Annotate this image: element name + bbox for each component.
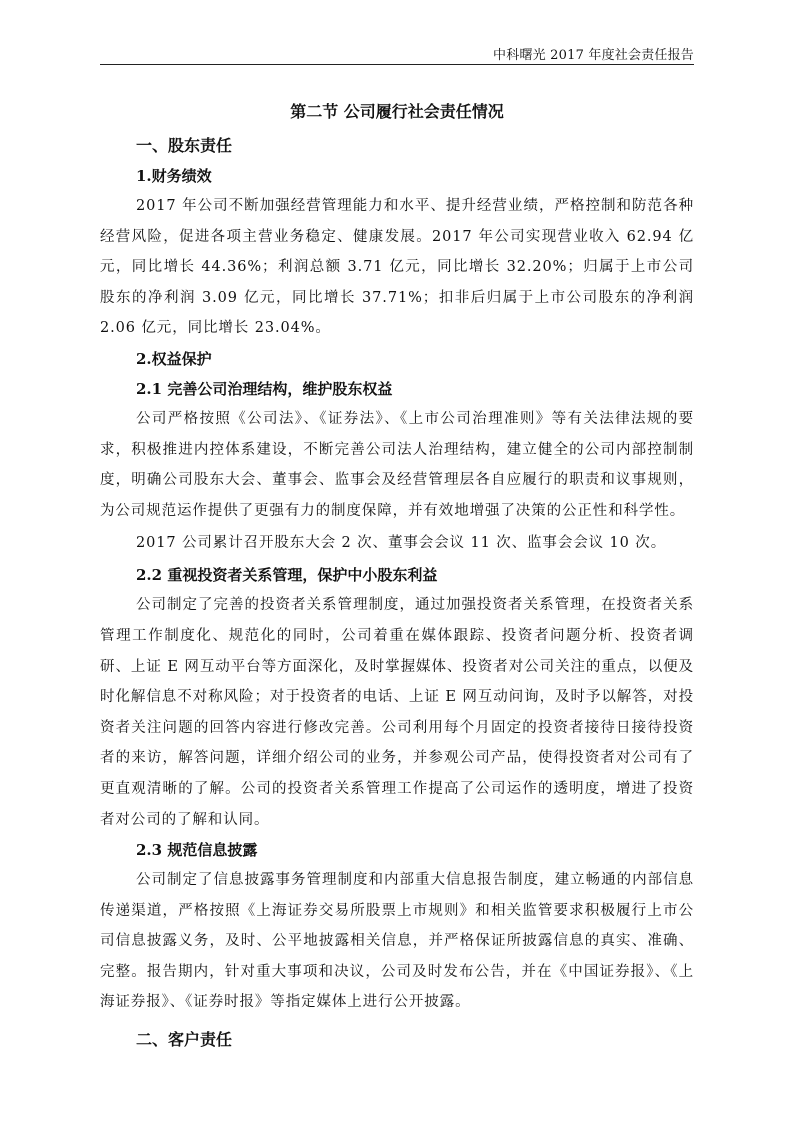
heading-rights-protection: 2.权益保护 — [136, 349, 212, 368]
paragraph-meetings-count: 2017 公司累计召开股东大会 2 次、董事会会议 11 次、监事会会议 10 次。 — [136, 535, 667, 552]
header-divider — [100, 64, 694, 65]
running-header: 中科曙光 2017 年度社会责任报告 — [493, 48, 694, 63]
section-title: 第二节 公司履行社会责任情况 — [290, 102, 504, 121]
document-body — [100, 94, 694, 1055]
paragraph-investor-relations: 公司制定了完善的投资者关系管理制度，通过加强投资者关系管理，在投资者关系管理工作制度化、规范化的同时，公司着重在媒体跟踪、投资者问题分析、投资者调研、上证 E 网互动平台等方面深化，及时掌握媒体、投资者对公司关注的重点，以便及时化解信息不对称风险；对于投资者的电话、上证 E 网互动问询，及时予以解答，对投资者关注问题的回答内容进行修改完善。公司利用每个月固定的投资者接待日接待投资者的来访，解答问题，详细介绍公司的业务，并参观公司产品，使得投资者对公司有了更直观清晰的了解。公司的投资者关系管理工作提高了公司运作的透明度，增进了投资者对公司的了解和认同。 — [100, 597, 694, 828]
paragraph-corporate-governance: 公司严格按照《公司法》、《证券法》、《上市公司治理准则》等有关法律法规的要求，积极推进内控体系建设，不断完善公司法人治理结构，建立健全的公司内部控制制度，明确公司股东大会、董事会、监事会及经营管理层各自应履行的职责和议事规则，为公司规范运作提供了更强有力的制度保障，并有效地增强了决策的公正性和科学性。 — [100, 410, 694, 519]
heading-financial-performance: 1.财务绩效 — [136, 167, 212, 185]
paragraph-financial-performance: 2017 年公司不断加强经营管理能力和水平、提升经营业绩，严格控制和防范各种经营风险，促进各项主营业务稳定、健康发展。2017 年公司实现营业收入 62.94 亿元，同比增长 44.36%；利润总额 3.71 亿元，同比增长 32.20%；归属于上市公司股东的净利润 3.09 亿元，同比增长 37.71%；扣非后归属于上市公司股东的净利润 2.06 亿元，同比增长 23.04%。 — [100, 198, 694, 337]
heading-investor-relations: 2.2 重视投资者关系管理，保护中小股东利益 — [136, 566, 438, 585]
heading-shareholder-responsibility: 一、股东责任 — [136, 136, 233, 155]
heading-corporate-governance: 2.1 完善公司治理结构，维护股东权益 — [136, 379, 393, 398]
paragraph-information-disclosure: 公司制定了信息披露事务管理制度和内部重大信息报告制度，建立畅通的内部信息传递渠道，严格按照《上海证券交易所股票上市规则》和相关监管要求积极履行上市公司信息披露义务，及时、公平地披露相关信息，并严格保证所披露信息的真实、准确、完整。报告期内，针对重大事项和决议，公司及时发布公告，并在《中国证券报》、《上海证券报》、《证券时报》等指定媒体上进行公开披露。 — [100, 872, 694, 1011]
heading-customer-responsibility: 二、客户责任 — [136, 1030, 233, 1050]
heading-information-disclosure: 2.3 规范信息披露 — [136, 841, 258, 860]
